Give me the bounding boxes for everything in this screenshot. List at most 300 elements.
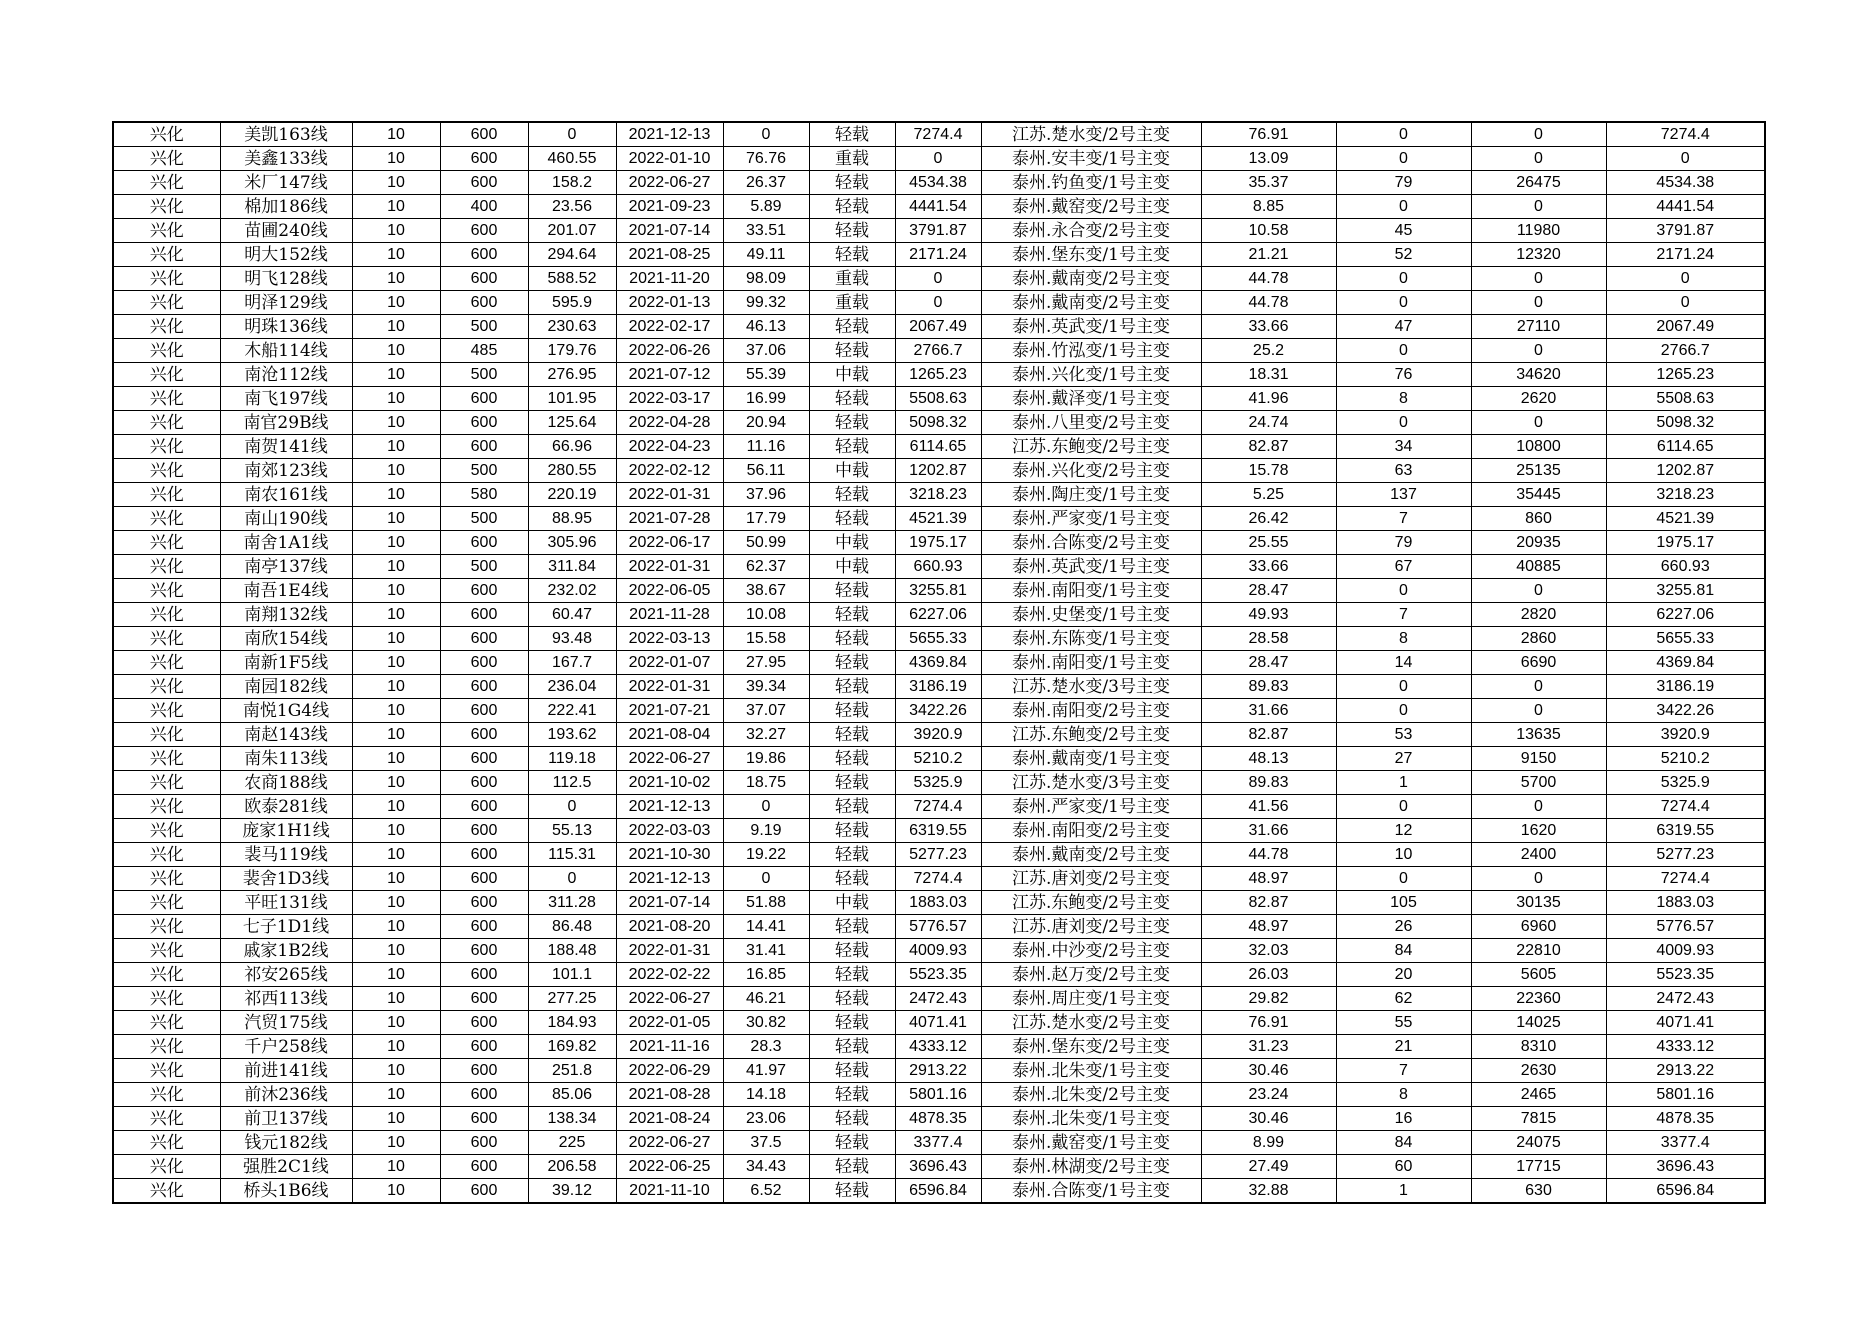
load-cell: 294.64 xyxy=(528,243,616,267)
date-cell: 2022-04-23 xyxy=(616,435,723,459)
substation-load-rate-cell: 25.55 xyxy=(1201,531,1336,555)
region-cell: 兴化 xyxy=(113,387,220,411)
table-row xyxy=(113,219,1765,243)
substation-cell: 江苏.唐刘变/2号主变 xyxy=(981,915,1201,939)
capacity-cell: 600 xyxy=(440,1011,528,1035)
remaining-capacity-cell: 5098.32 xyxy=(1606,411,1765,435)
remaining-capacity-cell: 5523.35 xyxy=(1606,963,1765,987)
date-cell: 2021-08-04 xyxy=(616,723,723,747)
remaining-capacity-cell: 3218.23 xyxy=(1606,483,1765,507)
remaining-capacity-cell: 6319.55 xyxy=(1606,819,1765,843)
load-rate-cell: 0 xyxy=(723,122,809,147)
load-rate-cell: 26.37 xyxy=(723,171,809,195)
capacity-sum-cell: 860 xyxy=(1471,507,1606,531)
available-capacity-cell: 4441.54 xyxy=(895,195,981,219)
voltage-cell: 10 xyxy=(352,891,440,915)
voltage-cell: 10 xyxy=(352,1035,440,1059)
substation-cell: 泰州.北朱变/1号主变 xyxy=(981,1059,1201,1083)
remaining-capacity-cell: 3791.87 xyxy=(1606,219,1765,243)
capacity-cell: 600 xyxy=(440,675,528,699)
substation-cell: 泰州.林湖变/2号主变 xyxy=(981,1155,1201,1179)
line-name-cell: 明珠136线 xyxy=(220,315,352,339)
voltage-cell: 10 xyxy=(352,555,440,579)
table-row xyxy=(113,867,1765,891)
region-cell: 兴化 xyxy=(113,291,220,315)
table-row xyxy=(113,339,1765,363)
available-capacity-cell: 4534.38 xyxy=(895,171,981,195)
load-rate-cell: 16.99 xyxy=(723,387,809,411)
region-cell: 兴化 xyxy=(113,315,220,339)
voltage-cell: 10 xyxy=(352,1011,440,1035)
remaining-capacity-cell: 660.93 xyxy=(1606,555,1765,579)
count-cell: 47 xyxy=(1336,315,1471,339)
voltage-cell: 10 xyxy=(352,459,440,483)
capacity-cell: 600 xyxy=(440,891,528,915)
line-name-cell: 千户258线 xyxy=(220,1035,352,1059)
remaining-capacity-cell: 1975.17 xyxy=(1606,531,1765,555)
capacity-cell: 600 xyxy=(440,819,528,843)
capacity-sum-cell: 25135 xyxy=(1471,459,1606,483)
capacity-cell: 600 xyxy=(440,531,528,555)
load-cell: 167.7 xyxy=(528,651,616,675)
substation-load-rate-cell: 28.47 xyxy=(1201,651,1336,675)
substation-cell: 泰州.堡东变/1号主变 xyxy=(981,243,1201,267)
voltage-cell: 10 xyxy=(352,819,440,843)
substation-cell: 江苏.楚水变/2号主变 xyxy=(981,122,1201,147)
count-cell: 10 xyxy=(1336,843,1471,867)
substation-load-rate-cell: 41.96 xyxy=(1201,387,1336,411)
available-capacity-cell: 5801.16 xyxy=(895,1083,981,1107)
substation-load-rate-cell: 27.49 xyxy=(1201,1155,1336,1179)
load-status-cell: 轻载 xyxy=(809,1155,895,1179)
voltage-cell: 10 xyxy=(352,963,440,987)
substation-cell: 泰州.兴化变/1号主变 xyxy=(981,363,1201,387)
capacity-cell: 600 xyxy=(440,1035,528,1059)
capacity-sum-cell: 0 xyxy=(1471,675,1606,699)
count-cell: 21 xyxy=(1336,1035,1471,1059)
remaining-capacity-cell: 4521.39 xyxy=(1606,507,1765,531)
date-cell: 2022-02-12 xyxy=(616,459,723,483)
count-cell: 12 xyxy=(1336,819,1471,843)
capacity-sum-cell: 24075 xyxy=(1471,1131,1606,1155)
line-name-cell: 戚家1B2线 xyxy=(220,939,352,963)
capacity-cell: 600 xyxy=(440,987,528,1011)
capacity-sum-cell: 630 xyxy=(1471,1179,1606,1204)
capacity-sum-cell: 2400 xyxy=(1471,843,1606,867)
substation-cell: 泰州.东陈变/1号主变 xyxy=(981,627,1201,651)
load-rate-cell: 62.37 xyxy=(723,555,809,579)
substation-cell: 泰州.英武变/1号主变 xyxy=(981,315,1201,339)
available-capacity-cell: 1883.03 xyxy=(895,891,981,915)
count-cell: 137 xyxy=(1336,483,1471,507)
table-row xyxy=(113,1059,1765,1083)
date-cell: 2022-04-28 xyxy=(616,411,723,435)
substation-load-rate-cell: 21.21 xyxy=(1201,243,1336,267)
voltage-cell: 10 xyxy=(352,147,440,171)
count-cell: 53 xyxy=(1336,723,1471,747)
table-row xyxy=(113,1155,1765,1179)
table-row xyxy=(113,747,1765,771)
substation-load-rate-cell: 18.31 xyxy=(1201,363,1336,387)
load-rate-cell: 14.18 xyxy=(723,1083,809,1107)
available-capacity-cell: 1202.87 xyxy=(895,459,981,483)
available-capacity-cell: 7274.4 xyxy=(895,122,981,147)
load-cell: 0 xyxy=(528,867,616,891)
region-cell: 兴化 xyxy=(113,195,220,219)
date-cell: 2022-03-13 xyxy=(616,627,723,651)
capacity-sum-cell: 13635 xyxy=(1471,723,1606,747)
table-row xyxy=(113,147,1765,171)
substation-load-rate-cell: 29.82 xyxy=(1201,987,1336,1011)
count-cell: 63 xyxy=(1336,459,1471,483)
remaining-capacity-cell: 4441.54 xyxy=(1606,195,1765,219)
capacity-cell: 600 xyxy=(440,843,528,867)
load-status-cell: 轻载 xyxy=(809,987,895,1011)
line-name-cell: 南吾1E4线 xyxy=(220,579,352,603)
available-capacity-cell: 3791.87 xyxy=(895,219,981,243)
load-status-cell: 轻载 xyxy=(809,939,895,963)
load-cell: 101.95 xyxy=(528,387,616,411)
line-name-cell: 南翔132线 xyxy=(220,603,352,627)
capacity-sum-cell: 11980 xyxy=(1471,219,1606,243)
substation-cell: 泰州.戴窑变/1号主变 xyxy=(981,1131,1201,1155)
date-cell: 2021-11-10 xyxy=(616,1179,723,1204)
available-capacity-cell: 3422.26 xyxy=(895,699,981,723)
remaining-capacity-cell: 5508.63 xyxy=(1606,387,1765,411)
load-rate-cell: 18.75 xyxy=(723,771,809,795)
date-cell: 2022-06-27 xyxy=(616,747,723,771)
date-cell: 2022-02-22 xyxy=(616,963,723,987)
available-capacity-cell: 4369.84 xyxy=(895,651,981,675)
count-cell: 60 xyxy=(1336,1155,1471,1179)
date-cell: 2021-09-23 xyxy=(616,195,723,219)
count-cell: 79 xyxy=(1336,531,1471,555)
data-table xyxy=(112,121,1766,1204)
table-row xyxy=(113,435,1765,459)
load-rate-cell: 11.16 xyxy=(723,435,809,459)
substation-cell: 泰州.安丰变/1号主变 xyxy=(981,147,1201,171)
remaining-capacity-cell: 5776.57 xyxy=(1606,915,1765,939)
load-cell: 66.96 xyxy=(528,435,616,459)
load-rate-cell: 37.06 xyxy=(723,339,809,363)
region-cell: 兴化 xyxy=(113,363,220,387)
substation-cell: 泰州.北朱变/2号主变 xyxy=(981,1083,1201,1107)
remaining-capacity-cell: 1265.23 xyxy=(1606,363,1765,387)
load-rate-cell: 51.88 xyxy=(723,891,809,915)
substation-load-rate-cell: 30.46 xyxy=(1201,1059,1336,1083)
load-cell: 158.2 xyxy=(528,171,616,195)
line-name-cell: 明飞128线 xyxy=(220,267,352,291)
table-row xyxy=(113,507,1765,531)
capacity-sum-cell: 5605 xyxy=(1471,963,1606,987)
substation-load-rate-cell: 26.42 xyxy=(1201,507,1336,531)
capacity-cell: 600 xyxy=(440,651,528,675)
table-row xyxy=(113,987,1765,1011)
load-cell: 251.8 xyxy=(528,1059,616,1083)
count-cell: 0 xyxy=(1336,195,1471,219)
capacity-cell: 600 xyxy=(440,122,528,147)
capacity-cell: 600 xyxy=(440,579,528,603)
region-cell: 兴化 xyxy=(113,747,220,771)
count-cell: 52 xyxy=(1336,243,1471,267)
load-status-cell: 轻载 xyxy=(809,819,895,843)
line-name-cell: 棉加186线 xyxy=(220,195,352,219)
load-cell: 115.31 xyxy=(528,843,616,867)
count-cell: 0 xyxy=(1336,411,1471,435)
table-row xyxy=(113,171,1765,195)
table-row xyxy=(113,1179,1765,1204)
substation-load-rate-cell: 8.99 xyxy=(1201,1131,1336,1155)
load-status-cell: 轻载 xyxy=(809,1059,895,1083)
load-status-cell: 轻载 xyxy=(809,1011,895,1035)
count-cell: 14 xyxy=(1336,651,1471,675)
table-row xyxy=(113,195,1765,219)
table-row xyxy=(113,1131,1765,1155)
region-cell: 兴化 xyxy=(113,507,220,531)
voltage-cell: 10 xyxy=(352,987,440,1011)
substation-cell: 江苏.东鲍变/2号主变 xyxy=(981,891,1201,915)
substation-load-rate-cell: 15.78 xyxy=(1201,459,1336,483)
remaining-capacity-cell: 6227.06 xyxy=(1606,603,1765,627)
load-rate-cell: 6.52 xyxy=(723,1179,809,1204)
line-name-cell: 南赵143线 xyxy=(220,723,352,747)
substation-load-rate-cell: 82.87 xyxy=(1201,435,1336,459)
line-name-cell: 南悦1G4线 xyxy=(220,699,352,723)
date-cell: 2021-07-14 xyxy=(616,891,723,915)
count-cell: 1 xyxy=(1336,1179,1471,1204)
load-status-cell: 轻载 xyxy=(809,579,895,603)
load-rate-cell: 19.22 xyxy=(723,843,809,867)
capacity-sum-cell: 0 xyxy=(1471,147,1606,171)
capacity-cell: 600 xyxy=(440,963,528,987)
voltage-cell: 10 xyxy=(352,603,440,627)
count-cell: 0 xyxy=(1336,291,1471,315)
load-cell: 201.07 xyxy=(528,219,616,243)
load-cell: 125.64 xyxy=(528,411,616,435)
count-cell: 55 xyxy=(1336,1011,1471,1035)
line-name-cell: 南新1F5线 xyxy=(220,651,352,675)
capacity-sum-cell: 0 xyxy=(1471,195,1606,219)
capacity-cell: 600 xyxy=(440,1059,528,1083)
available-capacity-cell: 0 xyxy=(895,147,981,171)
table-row xyxy=(113,315,1765,339)
available-capacity-cell: 3186.19 xyxy=(895,675,981,699)
region-cell: 兴化 xyxy=(113,627,220,651)
voltage-cell: 10 xyxy=(352,843,440,867)
available-capacity-cell: 5776.57 xyxy=(895,915,981,939)
line-name-cell: 钱元182线 xyxy=(220,1131,352,1155)
region-cell: 兴化 xyxy=(113,1011,220,1035)
capacity-sum-cell: 0 xyxy=(1471,699,1606,723)
region-cell: 兴化 xyxy=(113,411,220,435)
region-cell: 兴化 xyxy=(113,1155,220,1179)
count-cell: 76 xyxy=(1336,363,1471,387)
available-capacity-cell: 5098.32 xyxy=(895,411,981,435)
substation-cell: 江苏.楚水变/2号主变 xyxy=(981,1011,1201,1035)
date-cell: 2021-10-02 xyxy=(616,771,723,795)
line-name-cell: 米厂147线 xyxy=(220,171,352,195)
table-row xyxy=(113,483,1765,507)
load-rate-cell: 31.41 xyxy=(723,939,809,963)
date-cell: 2021-10-30 xyxy=(616,843,723,867)
substation-load-rate-cell: 13.09 xyxy=(1201,147,1336,171)
capacity-sum-cell: 9150 xyxy=(1471,747,1606,771)
table-row xyxy=(113,723,1765,747)
substation-load-rate-cell: 48.13 xyxy=(1201,747,1336,771)
region-cell: 兴化 xyxy=(113,603,220,627)
substation-load-rate-cell: 32.88 xyxy=(1201,1179,1336,1204)
line-name-cell: 南官29B线 xyxy=(220,411,352,435)
count-cell: 105 xyxy=(1336,891,1471,915)
remaining-capacity-cell: 7274.4 xyxy=(1606,122,1765,147)
capacity-cell: 500 xyxy=(440,363,528,387)
voltage-cell: 10 xyxy=(352,195,440,219)
capacity-cell: 600 xyxy=(440,915,528,939)
voltage-cell: 10 xyxy=(352,939,440,963)
count-cell: 26 xyxy=(1336,915,1471,939)
region-cell: 兴化 xyxy=(113,435,220,459)
available-capacity-cell: 6114.65 xyxy=(895,435,981,459)
line-name-cell: 裴舍1D3线 xyxy=(220,867,352,891)
load-cell: 138.34 xyxy=(528,1107,616,1131)
table-row xyxy=(113,651,1765,675)
remaining-capacity-cell: 5325.9 xyxy=(1606,771,1765,795)
capacity-cell: 600 xyxy=(440,771,528,795)
remaining-capacity-cell: 5801.16 xyxy=(1606,1083,1765,1107)
available-capacity-cell: 4333.12 xyxy=(895,1035,981,1059)
date-cell: 2021-07-21 xyxy=(616,699,723,723)
available-capacity-cell: 4521.39 xyxy=(895,507,981,531)
load-status-cell: 轻载 xyxy=(809,507,895,531)
table-row xyxy=(113,1011,1765,1035)
load-status-cell: 轻载 xyxy=(809,723,895,747)
load-status-cell: 轻载 xyxy=(809,603,895,627)
load-status-cell: 轻载 xyxy=(809,483,895,507)
voltage-cell: 10 xyxy=(352,1107,440,1131)
load-rate-cell: 14.41 xyxy=(723,915,809,939)
load-status-cell: 轻载 xyxy=(809,771,895,795)
substation-cell: 泰州.竹泓变/1号主变 xyxy=(981,339,1201,363)
line-name-cell: 南欣154线 xyxy=(220,627,352,651)
load-cell: 277.25 xyxy=(528,987,616,1011)
count-cell: 84 xyxy=(1336,1131,1471,1155)
capacity-cell: 600 xyxy=(440,1155,528,1179)
date-cell: 2022-01-31 xyxy=(616,483,723,507)
substation-cell: 江苏.唐刘变/2号主变 xyxy=(981,867,1201,891)
load-rate-cell: 20.94 xyxy=(723,411,809,435)
load-cell: 88.95 xyxy=(528,507,616,531)
load-status-cell: 轻载 xyxy=(809,675,895,699)
load-rate-cell: 0 xyxy=(723,867,809,891)
voltage-cell: 10 xyxy=(352,435,440,459)
substation-load-rate-cell: 23.24 xyxy=(1201,1083,1336,1107)
load-cell: 588.52 xyxy=(528,267,616,291)
capacity-sum-cell: 2630 xyxy=(1471,1059,1606,1083)
date-cell: 2022-01-13 xyxy=(616,291,723,315)
voltage-cell: 10 xyxy=(352,363,440,387)
remaining-capacity-cell: 1883.03 xyxy=(1606,891,1765,915)
count-cell: 0 xyxy=(1336,267,1471,291)
load-status-cell: 轻载 xyxy=(809,1107,895,1131)
voltage-cell: 10 xyxy=(352,1083,440,1107)
line-name-cell: 南飞197线 xyxy=(220,387,352,411)
date-cell: 2021-11-20 xyxy=(616,267,723,291)
load-status-cell: 中载 xyxy=(809,531,895,555)
load-cell: 0 xyxy=(528,122,616,147)
table-row xyxy=(113,411,1765,435)
voltage-cell: 10 xyxy=(352,122,440,147)
available-capacity-cell: 5277.23 xyxy=(895,843,981,867)
date-cell: 2021-11-28 xyxy=(616,603,723,627)
load-cell: 232.02 xyxy=(528,579,616,603)
load-rate-cell: 50.99 xyxy=(723,531,809,555)
voltage-cell: 10 xyxy=(352,531,440,555)
date-cell: 2021-12-13 xyxy=(616,867,723,891)
line-name-cell: 七子1D1线 xyxy=(220,915,352,939)
substation-cell: 泰州.八里变/2号主变 xyxy=(981,411,1201,435)
date-cell: 2022-06-29 xyxy=(616,1059,723,1083)
date-cell: 2022-06-25 xyxy=(616,1155,723,1179)
capacity-sum-cell: 7815 xyxy=(1471,1107,1606,1131)
load-rate-cell: 32.27 xyxy=(723,723,809,747)
load-status-cell: 轻载 xyxy=(809,122,895,147)
capacity-cell: 600 xyxy=(440,435,528,459)
date-cell: 2022-06-17 xyxy=(616,531,723,555)
capacity-cell: 600 xyxy=(440,267,528,291)
substation-load-rate-cell: 41.56 xyxy=(1201,795,1336,819)
substation-cell: 泰州.赵万变/2号主变 xyxy=(981,963,1201,987)
load-status-cell: 轻载 xyxy=(809,387,895,411)
table-row xyxy=(113,363,1765,387)
capacity-cell: 600 xyxy=(440,627,528,651)
load-status-cell: 中载 xyxy=(809,459,895,483)
substation-load-rate-cell: 8.85 xyxy=(1201,195,1336,219)
line-name-cell: 前进141线 xyxy=(220,1059,352,1083)
load-rate-cell: 5.89 xyxy=(723,195,809,219)
load-status-cell: 轻载 xyxy=(809,195,895,219)
load-rate-cell: 9.19 xyxy=(723,819,809,843)
capacity-sum-cell: 6960 xyxy=(1471,915,1606,939)
load-cell: 311.28 xyxy=(528,891,616,915)
line-name-cell: 美鑫133线 xyxy=(220,147,352,171)
load-cell: 236.04 xyxy=(528,675,616,699)
load-status-cell: 轻载 xyxy=(809,219,895,243)
remaining-capacity-cell: 3377.4 xyxy=(1606,1131,1765,1155)
substation-load-rate-cell: 82.87 xyxy=(1201,723,1336,747)
table-row xyxy=(113,627,1765,651)
region-cell: 兴化 xyxy=(113,843,220,867)
load-status-cell: 中载 xyxy=(809,891,895,915)
capacity-sum-cell: 22360 xyxy=(1471,987,1606,1011)
substation-load-rate-cell: 31.66 xyxy=(1201,819,1336,843)
substation-load-rate-cell: 24.74 xyxy=(1201,411,1336,435)
capacity-sum-cell: 26475 xyxy=(1471,171,1606,195)
load-rate-cell: 39.34 xyxy=(723,675,809,699)
table-row xyxy=(113,387,1765,411)
load-cell: 193.62 xyxy=(528,723,616,747)
substation-load-rate-cell: 48.97 xyxy=(1201,915,1336,939)
load-status-cell: 轻载 xyxy=(809,1035,895,1059)
count-cell: 0 xyxy=(1336,675,1471,699)
available-capacity-cell: 0 xyxy=(895,267,981,291)
load-cell: 60.47 xyxy=(528,603,616,627)
table-row xyxy=(113,915,1765,939)
substation-cell: 泰州.合陈变/2号主变 xyxy=(981,531,1201,555)
line-name-cell: 南亭137线 xyxy=(220,555,352,579)
voltage-cell: 10 xyxy=(352,627,440,651)
voltage-cell: 10 xyxy=(352,723,440,747)
load-rate-cell: 30.82 xyxy=(723,1011,809,1035)
